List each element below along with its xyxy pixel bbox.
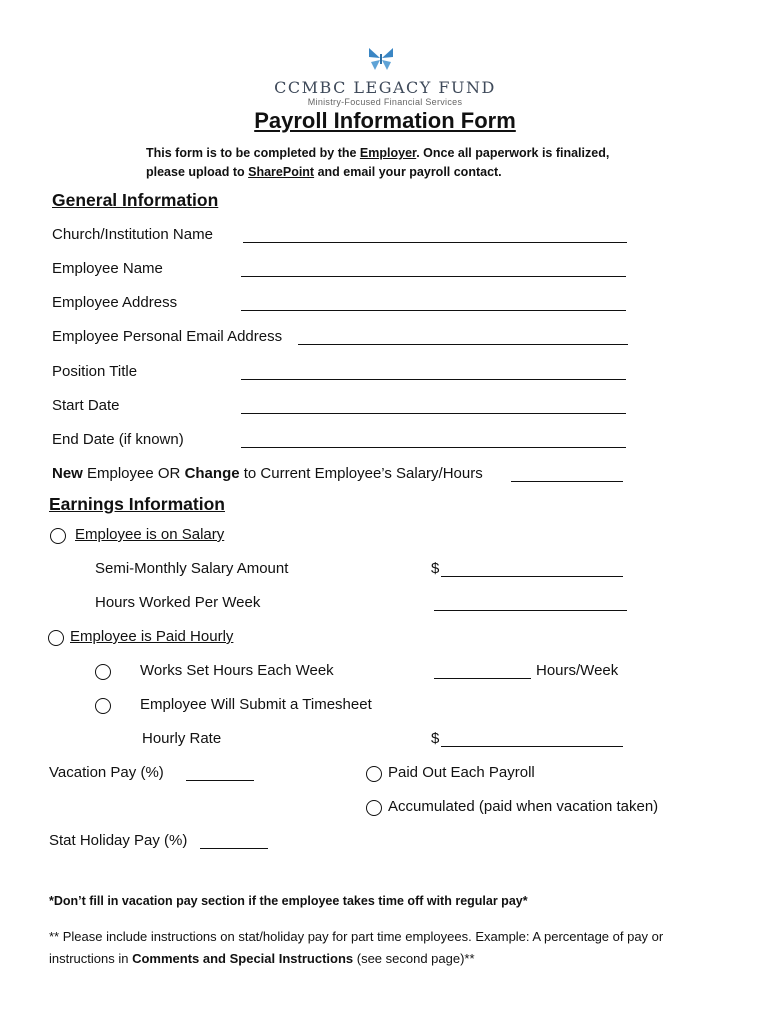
salary-radio[interactable]	[50, 528, 66, 544]
butterfly-logo-icon	[366, 46, 396, 72]
start-date-label: Start Date	[52, 397, 120, 414]
set-hours-label: Works Set Hours Each Week	[140, 662, 334, 679]
address-input-line[interactable]	[241, 310, 626, 311]
vacation-pay-label: Vacation Pay (%)	[49, 764, 164, 781]
semi-monthly-currency: $	[431, 560, 440, 577]
end-date-input-line[interactable]	[241, 447, 626, 448]
email-input-line[interactable]	[298, 344, 628, 345]
semi-monthly-label: Semi-Monthly Salary Amount	[95, 560, 289, 577]
start-date-input-line[interactable]	[241, 413, 626, 414]
org-tagline: Ministry-Focused Financial Services	[307, 97, 463, 107]
employee-name-input-line[interactable]	[241, 276, 626, 277]
sharepoint-link[interactable]: SharePoint	[248, 165, 315, 179]
accumulated-label: Accumulated (paid when vacation taken)	[388, 798, 659, 815]
semi-monthly-input-line[interactable]	[441, 576, 623, 577]
set-hours-radio[interactable]	[95, 664, 111, 680]
earnings-info-heading: Earnings Information	[49, 494, 225, 514]
timesheet-label: Employee Will Submit a Timesheet	[140, 696, 372, 713]
hourly-radio[interactable]	[48, 630, 64, 646]
comments-section-ref: Comments and Special Instructions	[132, 951, 354, 966]
church-input-line[interactable]	[243, 242, 627, 243]
hourly-rate-label: Hourly Rate	[142, 730, 222, 747]
email-label: Employee Personal Email Address	[52, 328, 283, 345]
salary-option-label: Employee is on Salary	[75, 526, 225, 543]
hours-worked-label: Hours Worked Per Week	[95, 594, 261, 611]
hourly-rate-input-line[interactable]	[441, 746, 623, 747]
org-name: CCMBC LEGACY FUND	[274, 78, 496, 97]
general-info-heading: General Information	[52, 190, 219, 210]
vacation-pay-input-line[interactable]	[186, 780, 254, 781]
position-label: Position Title	[52, 363, 138, 380]
hourly-rate-currency: $	[431, 730, 440, 747]
hourly-option-label: Employee is Paid Hourly	[70, 628, 234, 645]
intro-text: This form is to be completed by the Employer. Once all paperwork is finalized, please upload to SharePoint and email your payroll contact.	[146, 146, 610, 179]
hours-worked-input-line[interactable]	[434, 610, 627, 611]
church-label: Church/Institution Name	[52, 226, 213, 243]
paid-out-radio[interactable]	[366, 766, 382, 782]
accumulated-radio[interactable]	[366, 800, 382, 816]
hours-week-suffix: Hours/Week	[536, 662, 619, 679]
address-label: Employee Address	[52, 294, 178, 311]
position-input-line[interactable]	[241, 379, 626, 380]
employer-link: Employer	[359, 146, 417, 160]
employee-name-label: Employee Name	[52, 260, 163, 277]
stat-holiday-note: ** Please include instructions on stat/holiday pay for part time employees. Example: A percentage of pay or instructions in Comments and Special Instructions (see second page)**	[49, 929, 664, 966]
form-title: Payroll Information Form	[254, 108, 516, 133]
stat-holiday-label: Stat Holiday Pay (%)	[49, 832, 188, 849]
vacation-note: *Don’t fill in vacation pay section if the employee takes time off with regular pay*	[49, 894, 528, 908]
paid-out-label: Paid Out Each Payroll	[388, 764, 535, 781]
hours-per-week-input-line[interactable]	[434, 678, 531, 679]
end-date-label: End Date (if known)	[52, 431, 184, 448]
stat-holiday-input-line[interactable]	[200, 848, 268, 849]
new-change-label: New Employee OR Change to Current Employee’s Salary/Hours	[52, 465, 483, 482]
new-change-input-line[interactable]	[511, 481, 623, 482]
timesheet-radio[interactable]	[95, 698, 111, 714]
